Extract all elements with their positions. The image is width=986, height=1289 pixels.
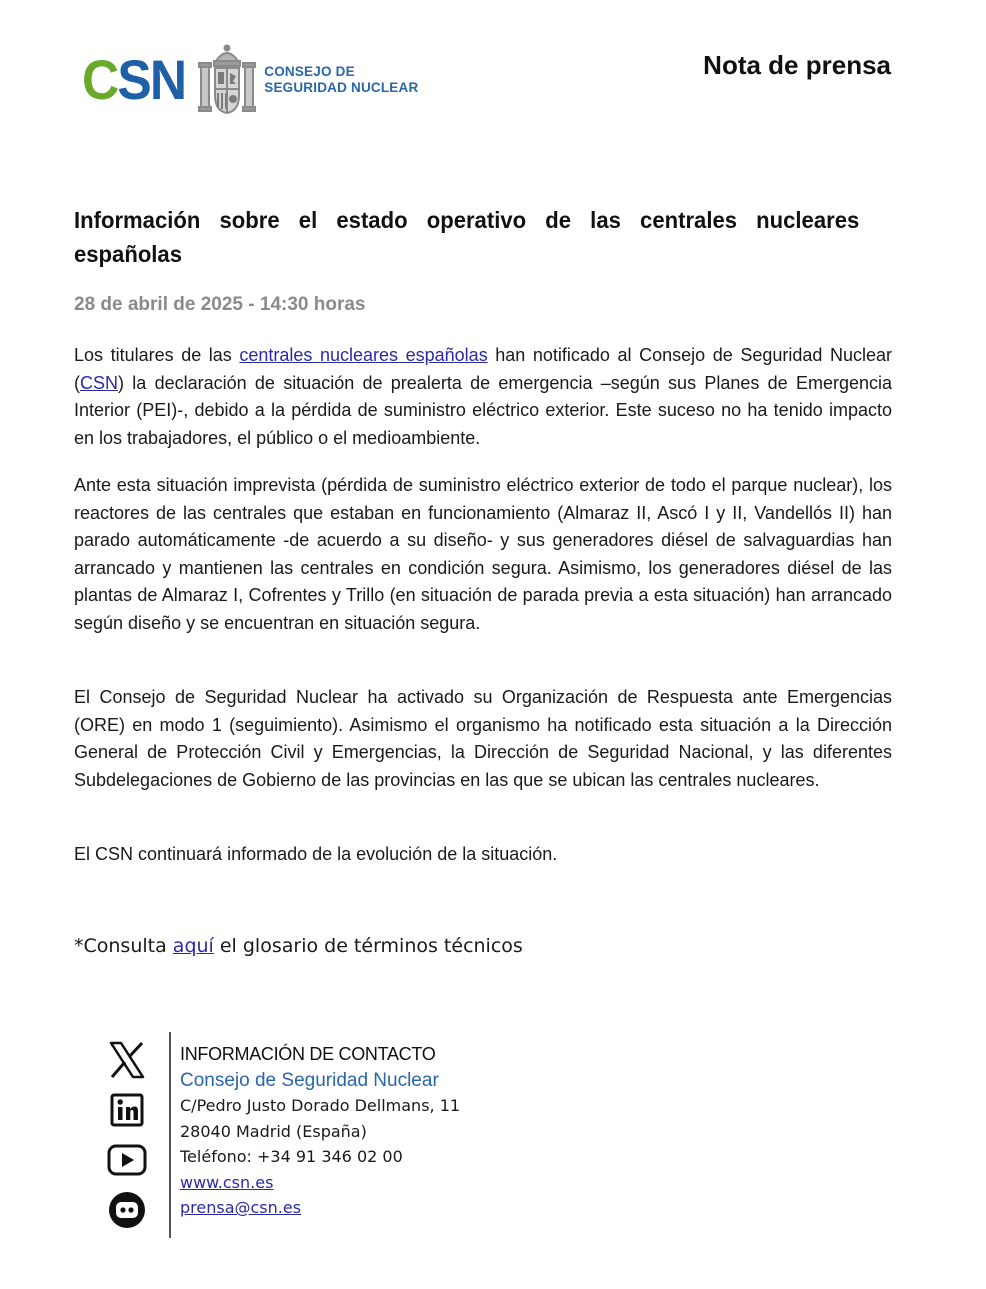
x-icon[interactable]: [107, 1040, 147, 1080]
csn-logo: [82, 42, 418, 118]
linkedin-icon[interactable]: [107, 1090, 147, 1130]
logo-text-line2: SEGURIDAD NUCLEAR: [264, 80, 419, 95]
contact-phone: Teléfono: +34 91 346 02 00: [180, 1147, 403, 1166]
logo-letter-c: C: [82, 48, 118, 111]
document-type-label: Nota de prensa: [703, 50, 891, 80]
glossary-link[interactable]: aquí: [172, 935, 214, 957]
paragraph-1-text-mid: han notificado al Consejo de Seguridad Nuclear (: [74, 345, 892, 393]
logo-text-line1: CONSEJO DE: [264, 64, 355, 79]
logo-acronym: [82, 48, 186, 111]
social-links: [105, 1040, 149, 1230]
page-title: Información sobre el estado operativo de las centrales nucleares españolas: [74, 207, 860, 267]
publication-date: 28 de abril de 2025 - 14:30 horas: [74, 294, 366, 315]
glossary-text-end: el glosario de términos técnicos: [213, 935, 523, 957]
youtube-icon[interactable]: [107, 1140, 147, 1180]
glossary-text-start: *Consulta: [74, 935, 173, 957]
paragraph-2: Ante esta situación imprevista (pérdida de suministro eléctrico exterior de todo el parque nuclear), los reactores de las centrales que estaban en funcionamiento (Almaraz II, Ascó I y II, Vandellós II) han parado automáticamente -de acuerdo a su diseño- y sus generadores diésel de salvaguardias han arrancado y mantienen las centrales en condición segura. Asimismo, los generadores diésel de las plantas de Almaraz I, Cofrentes y Trillo (en situación de parada previa a esta situación) han arrancado según diseño y se encuentran en situación segura.: [74, 475, 892, 633]
paragraph-4: El CSN continuará informado de la evolución de la situación.: [74, 844, 558, 864]
coat-of-arms-icon: [198, 43, 256, 117]
contact-info: [180, 1042, 460, 1221]
website-link[interactable]: www.csn.es: [180, 1172, 274, 1192]
contact-address-street: C/Pedro Justo Dorado Dellmans, 11: [180, 1096, 461, 1115]
contact-organization: Consejo de Seguridad Nuclear: [180, 1069, 439, 1091]
paragraph-3: El Consejo de Seguridad Nuclear ha activado su Organización de Respuesta ante Emergencias (ORE) en modo 1 (seguimiento). Asimismo el organismo ha notificado esta situación a la Dirección General de Protección Civil y Emergencias, la Dirección de Seguridad Nacional, y las diferentes Subdelegaciones de Gobierno de las provincias en las que se ubican las centrales nucleares.: [74, 687, 892, 790]
contact-address-city: 28040 Madrid (España): [180, 1121, 367, 1141]
flickr-icon[interactable]: [107, 1190, 147, 1230]
paragraph-1-text-start: Los titulares de las: [74, 345, 240, 365]
paragraph-1: [74, 342, 892, 452]
email-link[interactable]: prensa@csn.es: [180, 1198, 302, 1217]
logo-text: [264, 64, 418, 96]
link-centrales-nucleares[interactable]: centrales nucleares españolas: [239, 345, 488, 365]
logo-letters-sn: SN: [117, 48, 186, 111]
link-csn[interactable]: CSN: [80, 372, 119, 393]
contact-heading: INFORMACIÓN DE CONTACTO: [180, 1044, 436, 1064]
glossary-note: [74, 935, 523, 957]
paragraph-1-text-end: ) la declaración de situación de prealerta de emergencia –según sus Planes de Emergencia Interior (PEI)-, debido a la pérdida de suministro eléctrico exterior. Este suceso no ha tenido impacto en los trabajadores, el público o el medioambiente.: [74, 372, 892, 448]
contact-divider: [169, 1032, 171, 1238]
